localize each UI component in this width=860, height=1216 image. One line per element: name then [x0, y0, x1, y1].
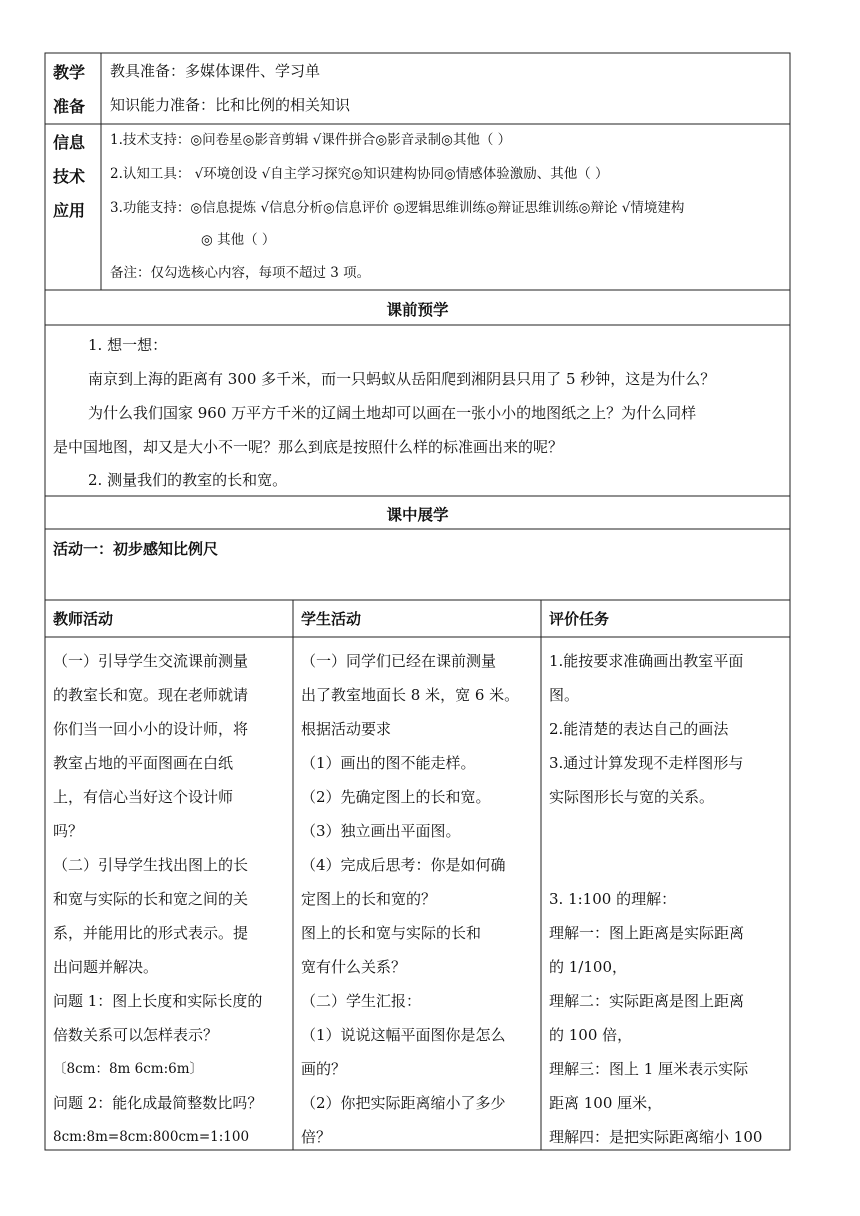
evaluation-line: 理解四：是把实际距离缩小 100	[549, 1128, 763, 1146]
teacher-line: 和宽与实际的长和宽之间的关	[53, 890, 249, 908]
evaluation-line: 1.能按要求准确画出教室平面	[549, 652, 744, 670]
evaluation-line: 实际图形长与宽的关系。	[549, 788, 715, 806]
teacher-line: 问题 2：能化成最简整数比吗？	[53, 1094, 263, 1112]
preview-line-5: 2. 测量我们的教室的长和宽。	[88, 471, 288, 489]
teacher-line: 你们当一回小小的设计师，将	[53, 720, 249, 738]
tech-line-4: ◎ 其他（ ）	[201, 232, 276, 248]
evaluation-line: 理解三：图上 1 厘米表示实际	[549, 1060, 749, 1078]
evaluation-line: 3. 1:100 的理解：	[549, 890, 677, 908]
prep-line-1: 教具准备：多媒体课件、学习单	[110, 62, 321, 80]
evaluation-line: 图。	[549, 686, 580, 704]
preview-line-4: 是中国地图，却又是大小不一呢？那么到底是按照什么样的标准画出来的呢？	[53, 438, 564, 456]
evaluation-line: 3.通过计算发现不走样图形与	[549, 754, 744, 772]
student-line: （4）完成后思考：你是如何确	[301, 856, 506, 874]
student-line: 出了教室地面长 8 米，宽 6 米。	[301, 686, 520, 704]
student-line: （1）说说这幅平面图你是怎么	[301, 1026, 506, 1044]
teacher-line: 上，有信心当好这个设计师	[53, 788, 234, 806]
student-line: 根据活动要求	[301, 720, 392, 738]
tech-label-3: 应用	[53, 201, 86, 220]
evaluation-line: 2.能清楚的表达自己的画法	[549, 720, 729, 738]
teacher-line: 吗？	[53, 822, 84, 840]
teacher-line: 〔8cm：8m 6cm:6m〕	[53, 1061, 204, 1077]
student-line: 图上的长和宽与实际的长和	[301, 924, 482, 942]
prep-line-2: 知识能力准备：比和比例的相关知识	[110, 96, 351, 114]
evaluation-line: 理解二：实际距离是图上距离	[549, 992, 745, 1010]
student-line: 倍？	[301, 1128, 332, 1146]
tech-line-3: 3.功能支持：◎信息提炼 √信息分析◎信息评价 ◎逻辑思维训练◎辩证思维训练◎辩论 √情境建构	[110, 200, 685, 216]
student-line: 宽有什么关系？	[301, 958, 407, 976]
student-line: （2）你把实际距离缩小了多少	[301, 1094, 506, 1112]
student-line: （1）画出的图不能走样。	[301, 754, 476, 772]
preview-title: 课前预学	[386, 300, 449, 319]
teacher-line: 问题 1：图上长度和实际长度的	[53, 992, 263, 1010]
teacher-line: 教室占地的平面图画在白纸	[53, 754, 234, 772]
student-line: 定图上的长和宽的？	[301, 890, 437, 908]
header-student: 学生活动	[301, 610, 362, 628]
tech-label-2: 技术	[53, 167, 86, 186]
prep-label-2: 准备	[53, 97, 86, 116]
tech-note: 备注：仅勾选核心内容，每项不超过 3 项。	[110, 265, 371, 281]
tech-label-1: 信息	[53, 133, 86, 152]
student-line: 画的？	[301, 1060, 347, 1078]
evaluation-line: 理解一：图上距离是实际距离	[549, 924, 745, 942]
tech-line-1: 1.技术支持：◎问卷星◎影音剪辑 √课件拼合◎影音录制◎其他（ ）	[110, 132, 512, 148]
teacher-line: （二）引导学生找出图上的长	[53, 856, 249, 874]
student-line: （二）学生汇报：	[301, 992, 422, 1010]
evaluation-line: 的 100 倍，	[549, 1026, 633, 1044]
classroom-title: 课中展学	[386, 505, 449, 524]
prep-label-1: 教学	[53, 63, 86, 82]
teacher-line: 8cm:8m=8cm:800cm=1:100	[53, 1129, 250, 1145]
teacher-line: 系，并能用比的形式表示。提	[53, 924, 249, 942]
student-line: （一）同学们已经在课前测量	[301, 652, 497, 670]
preview-line-2: 南京到上海的距离有 300 多千米，而一只蚂蚁从岳阳爬到湘阴县只用了 5 秒钟，这是为什么？	[88, 370, 716, 388]
student-line: （2）先确定图上的长和宽。	[301, 788, 491, 806]
teacher-line: 出问题并解决。	[53, 958, 159, 976]
tech-line-2: 2.认知工具： √环境创设 √自主学习探究◎知识建构协同◎情感体验激励、其他（ ）	[110, 166, 609, 182]
student-line: （3）独立画出平面图。	[301, 822, 461, 840]
evaluation-line: 距离 100 厘米，	[549, 1094, 663, 1112]
header-evaluation: 评价任务	[549, 610, 610, 628]
preview-line-3: 为什么我们国家 960 万平方千米的辽阔土地却可以画在一张小小的地图纸之上？为什么同样	[88, 404, 697, 422]
teacher-line: 倍数关系可以怎样表示？	[53, 1026, 219, 1044]
header-teacher: 教师活动	[53, 610, 114, 628]
evaluation-line: 的 1/100，	[549, 958, 627, 976]
teacher-line: 的教室长和宽。现在老师就请	[53, 686, 249, 704]
teacher-line: （一）引导学生交流课前测量	[53, 652, 249, 670]
preview-line-1: 1. 想一想：	[88, 336, 168, 354]
activity-title: 活动一：初步感知比例尺	[53, 540, 219, 558]
